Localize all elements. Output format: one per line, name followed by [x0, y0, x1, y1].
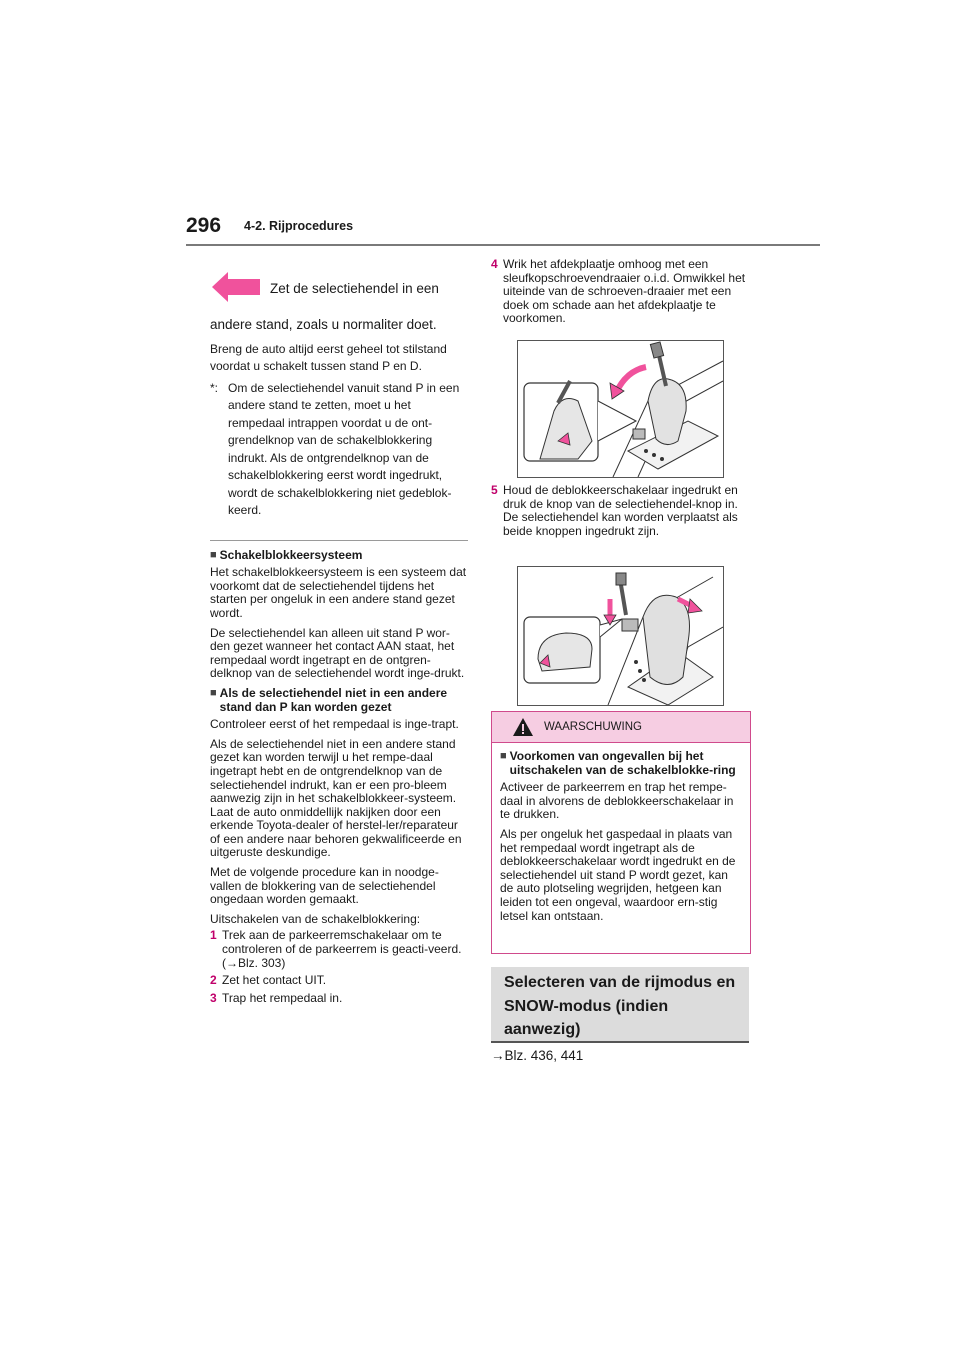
footnote-text: Om de selectiehendel vanuit stand P in een andere stand te zetten, moet u het rempedaal intrappen voordat u de ont-grendelknop van de schakelblokkering indrukt. Als de ontgrendelknop van de schakelblokkering eerst wordt ingedrukt, wordt de schakelblokkering niet gedeblok-keerd. [228, 380, 460, 518]
warning-label: WAARSCHUWING [544, 721, 642, 733]
warning-paragraph-2: Als per ongeluk het gaspedaal in plaats van het rempedaal wordt ingetrapt als de deblokkeerschakelaar wordt ingedrukt en de selectiehendel uit stand P wordt gezet, kan de auto plotseling wegrijden, hetgeen kan leiden tot een ongeval, waardoor ern-stig letsel kan ontstaan. [500, 826, 736, 923]
arrow-instruction [212, 272, 472, 302]
step-item [210, 974, 468, 988]
step-text: Houd de deblokkeerschakelaar ingedrukt en druk de knop van de selectiehendel-knop in. De selectiehendel kan worden verplaatst als beide knoppen ingedrukt zijn. [503, 483, 738, 538]
step-number: 5 [491, 483, 498, 497]
step-number: 2 [210, 973, 217, 988]
section1-heading [210, 549, 468, 563]
step-number: 3 [210, 990, 217, 1005]
square-bullet-icon: ■ [210, 686, 217, 699]
warning-box [491, 711, 751, 954]
step-item [210, 929, 468, 970]
warning-triangle-icon [512, 717, 534, 737]
square-bullet-icon: ■ [500, 750, 507, 762]
warning-paragraph-1: Activeer de parkeerrem en trap het rempe-daal in alvorens de deblokkeerschakelaar in te drukken. [500, 780, 734, 822]
section2-title: Als de selectiehendel niet in een andere stand dan P kan worden gezet [219, 685, 448, 714]
section2-heading [210, 687, 468, 714]
step-number: 1 [210, 928, 217, 943]
step-4 [491, 258, 753, 330]
illustration-press-release [517, 566, 724, 706]
section2-paragraph-3: Met de volgende procedure kan in noodge-vallen de blokkering van de selectiehendel ongedaan worden gemaakt. [210, 865, 439, 907]
mode-section-box [491, 967, 749, 1043]
left-column [210, 318, 468, 1009]
square-bullet-icon: ■ [210, 548, 217, 561]
step-text: Zet het contact UIT. [222, 973, 327, 988]
warning-title [500, 750, 742, 777]
step-text: Wrik het afdekplaatje omhoog met een sleufkopschroevendraaier o.i.d. Omwikkel het uiteinde van de schroeven-draaier met een doek om schade aan het afdekplaatje te voorkomen. [503, 257, 746, 326]
section2-paragraph-2: Als de selectiehendel niet in een andere stand gezet kan worden terwijl u het rempe-daal ingetrapt hebt en de ontgrendelknop van de selectiehendel indrukt, kan er een pro-bleem aanwezig zijn in het schakelblokkeer-systeem. Laat de auto onmiddellijk nakijken door een erkende Toyota-dealer of herstel-ler/reparateur of een andere naar behoren gekwalificeerde en uitgeruste deskundige. [210, 736, 462, 860]
page-number: 296 [186, 214, 222, 237]
header-rule [186, 244, 820, 246]
stop-note: Breng de auto altijd eerst geheel tot stilstand voordat u schakelt tussen stand P en D. [210, 341, 447, 374]
release-button-illustration [518, 567, 723, 705]
warning-header [492, 712, 750, 743]
footnote [210, 380, 468, 520]
step-5 [491, 484, 753, 542]
shift-lever-cover-illustration [518, 341, 723, 477]
step-text: Trek aan de parkeerremschakelaar om te controleren of de parkeerrem is geacti-veerd. (→Blz. 303) [222, 928, 462, 970]
step-item [210, 992, 468, 1006]
section-divider [210, 540, 468, 541]
step-number: 4 [491, 257, 498, 271]
section2-paragraph-4: Uitschakelen van de schakelblokkering: [210, 911, 421, 926]
section2-paragraph-1: Controleer eerst of het rempedaal is inge-trapt. [210, 717, 459, 732]
section1-title: Schakelblokkeersysteem [219, 547, 363, 562]
section1-paragraph-2: De selectiehendel kan alleen uit stand P wor-den gezet wanneer het contact AAN staat, het rempedaal wordt ingetrapt en de ontgren-delknop van de selectiehendel wordt inge-drukt. [210, 625, 465, 681]
illustration-pry-cover [517, 340, 724, 478]
footnote-mark: *: [210, 380, 219, 395]
step-text: Trap het rempedaal in. [222, 990, 343, 1005]
arrow-instruction-text: Zet de selectiehendel in een [270, 281, 439, 296]
section1-paragraph-1: Het schakelblokkeersysteem is een systeem dat voorkomt dat de selectiehendel tijdens het starten per ongeluk in een andere stand gezet wordt. [210, 565, 467, 620]
section-title: 4-2. Rijprocedures [244, 219, 354, 233]
back-arrow-icon [212, 272, 262, 302]
page-reference: →Blz. 436, 441 [491, 1048, 584, 1063]
warning-title-text: Voorkomen van ongevallen bij het uitschakelen van de schakelblokke-ring [509, 749, 736, 777]
mode-section-title: Selecteren van de rijmodus en SNOW-modus (indien aanwezig) [504, 974, 736, 1038]
arrow-instruction-continued: andere stand, zoals u normaliter doet. [210, 317, 437, 332]
